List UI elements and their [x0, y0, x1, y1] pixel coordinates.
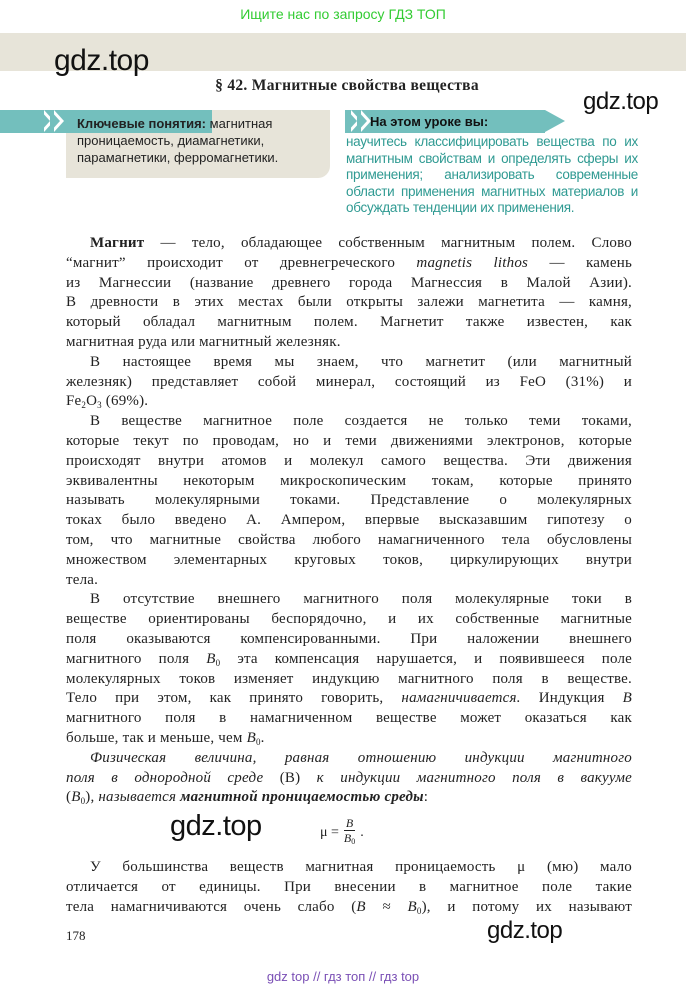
chevron-icon — [54, 110, 64, 132]
permeability-formula — [320, 816, 364, 849]
text-segment: — тело, обладающее собственным магнитным полем. Слово — [144, 235, 632, 251]
text-segment: : — [423, 789, 429, 806]
text-line — [66, 432, 632, 452]
text-line — [66, 254, 632, 274]
subscript: 3 — [97, 400, 102, 411]
denominator-subscript: 0 — [351, 837, 356, 847]
formula-row — [66, 808, 632, 858]
lesson-goals-heading: На этом уроке вы: — [370, 114, 489, 129]
text-segment: эта компенсация нарушается, и появившееся поле — [220, 650, 632, 667]
text-line — [66, 709, 632, 729]
denominator — [344, 831, 355, 849]
text-line — [66, 650, 632, 670]
text-line — [66, 392, 632, 412]
text-line — [66, 689, 632, 709]
text-segment: (69%). — [101, 393, 149, 410]
text-segment: ≈ — [365, 898, 408, 915]
text-segment: B — [71, 789, 81, 806]
text-segment: называется — [98, 789, 181, 806]
text-segment: В настоящее время мы знаем, что магнетит (или магнитный — [90, 353, 632, 370]
text-segment: молекулярных токов изменяет индукцию магнитного поля в веществе. — [66, 670, 632, 687]
text-segment: больше, так и меньше, чем — [66, 729, 247, 746]
text-line — [66, 898, 632, 918]
paragraph-block — [66, 234, 632, 808]
watermark: gdz.top — [54, 44, 149, 77]
subscript: 0 — [215, 657, 221, 668]
watermark: gdz.top — [487, 917, 563, 944]
text-segment: Тело при этом, как принято говорить, — [66, 690, 402, 707]
text-line — [66, 274, 632, 294]
lesson-goals-arrow — [545, 110, 565, 132]
text-segment: тела намагничиваются очень слабо ( — [66, 898, 357, 915]
text-line — [66, 412, 632, 432]
text-line — [66, 234, 632, 254]
lesson-goals-text: научитесь классифицировать вещества по их магнитным свойствам и определять сферы их применения; анализировать современные области применения магнитных материалов и обсуждать тенденции их применения. — [346, 134, 638, 216]
text-line — [66, 610, 632, 630]
text-segment: . — [260, 729, 265, 746]
text-line — [66, 353, 632, 373]
text-segment: множеством элементарных круговых токов, циркулирующих внутри — [66, 551, 632, 568]
text-line — [66, 749, 632, 769]
text-segment: В отсутствие внешнего магнитного поля молекулярные токи в — [90, 591, 632, 608]
text-line — [66, 452, 632, 472]
text-line — [66, 491, 632, 511]
text-segment: который обладал магнитным полем. Магнетит также известен, как — [66, 314, 632, 331]
text-segment: которые текут по проводам, но и теми движениями электронов, которые — [66, 432, 632, 449]
text-segment: Магнит — [90, 235, 145, 251]
text-segment: Fe — [66, 393, 82, 410]
text-line — [66, 630, 632, 650]
text-segment: отличается от единицы. При внесении в магнитное поле такие — [66, 878, 632, 895]
text-segment: B — [246, 729, 256, 746]
text-segment: магнитного поля — [66, 650, 207, 667]
footer-links[interactable]: gdz top // гдз топ // гдз top — [266, 969, 420, 984]
text-line — [66, 590, 632, 610]
text-segment: — камень — [528, 254, 632, 271]
text-line — [66, 858, 632, 878]
text-segment: B — [407, 898, 417, 915]
key-concepts-label: Ключевые понятия: — [77, 116, 207, 131]
text-line — [66, 878, 632, 898]
text-segment: железняк) представляет собой минерал, состоящий из FeO (31%) и — [66, 373, 632, 390]
text-segment: magnetis lithos — [416, 254, 529, 271]
text-line — [66, 511, 632, 531]
text-line — [66, 551, 632, 571]
text-segment: называть молекулярными токами. Представление о молекулярных — [66, 492, 632, 509]
watermark: gdz.top — [583, 88, 659, 115]
text-segment: магнитной проницаемостью среды — [180, 789, 424, 806]
promo-banner[interactable]: Ищите нас по запросу ГДЗ ТОП — [240, 6, 446, 22]
key-concepts — [77, 115, 317, 166]
text-line — [66, 472, 632, 492]
text-segment: токах было введено А. Ампером, впервые высказавшим гипотезу о — [66, 512, 632, 529]
text-segment: намагничивается. — [401, 690, 521, 707]
text-line — [66, 769, 632, 789]
watermark: gdz.top — [170, 810, 262, 843]
text-segment: B — [206, 650, 216, 667]
formula-lhs: μ = — [320, 824, 339, 840]
subscript: 0 — [416, 905, 422, 916]
text-segment: В древности в этих местах были открыты залежи магнетита — камня, — [66, 294, 632, 311]
denominator-symbol: B — [343, 831, 352, 846]
subscript: 0 — [80, 796, 86, 807]
fraction — [344, 816, 355, 849]
text-segment: происходят внутри атомов и молекул самого вещества. Эти движения — [66, 452, 632, 469]
text-line — [66, 333, 632, 353]
text-segment: магнитного поля в намагниченном веществе может оказаться как — [66, 710, 632, 727]
text-segment: эквивалентны некоторым микроскопическим токам, которые принято — [66, 472, 632, 489]
text-segment: магнитная руда или магнитный железняк. — [66, 333, 341, 350]
numerator: B — [345, 816, 354, 831]
text-line — [66, 373, 632, 393]
subscript: 0 — [255, 736, 261, 747]
text-segment: Индукция — [520, 690, 623, 707]
text-segment: ( — [66, 789, 72, 806]
page-title: § 42. Магнитные свойства вещества — [215, 77, 479, 94]
text-segment: тела. — [66, 571, 99, 588]
text-line — [66, 313, 632, 333]
text-segment: “магнит” происходит от древнегреческого — [66, 254, 417, 271]
text-segment: из Магнессии (название древнего города Магнессия в Малой Азии). — [66, 274, 632, 291]
page-number: 178 — [66, 928, 86, 943]
text-line — [66, 729, 632, 749]
text-segment: В веществе магнитное поле создается не только теми токами, — [90, 413, 632, 430]
text-segment: веществе ориентированы беспорядочно, и их собственные магнитные — [66, 611, 632, 628]
text-segment: ), — [85, 789, 99, 806]
text-segment: B — [622, 690, 633, 707]
text-line — [66, 788, 632, 808]
text-line — [66, 670, 632, 690]
text-line — [66, 571, 632, 591]
key-concepts-text: магнитная проницаемость, диамагнетики, парамагнетики, ферромагнетики. — [77, 116, 279, 165]
subscript: 2 — [81, 400, 87, 411]
text-segment: к индукции магнитного поля в вакууме — [300, 769, 632, 786]
body-text — [66, 234, 632, 918]
formula-end: . — [360, 824, 364, 840]
text-line — [66, 293, 632, 313]
text-segment: O — [86, 393, 98, 410]
text-line — [66, 531, 632, 551]
text-segment: поля оказываются компенсированными. При наложении внешнего — [66, 630, 632, 647]
text-segment: поля в однородной среде — [66, 769, 280, 786]
text-segment: (B) — [279, 769, 301, 786]
paragraph-block — [66, 858, 632, 917]
text-segment: Физическая величина, равная отношению индукции магнитного — [90, 749, 632, 766]
text-segment: B — [356, 898, 366, 915]
text-segment: ), и потому их называют — [421, 898, 632, 915]
text-segment: том, что магнитные свойства любого намагниченного тела обусловлены — [66, 531, 632, 548]
text-segment: У большинства веществ магнитная проницаемость μ (мю) мало — [90, 859, 632, 876]
